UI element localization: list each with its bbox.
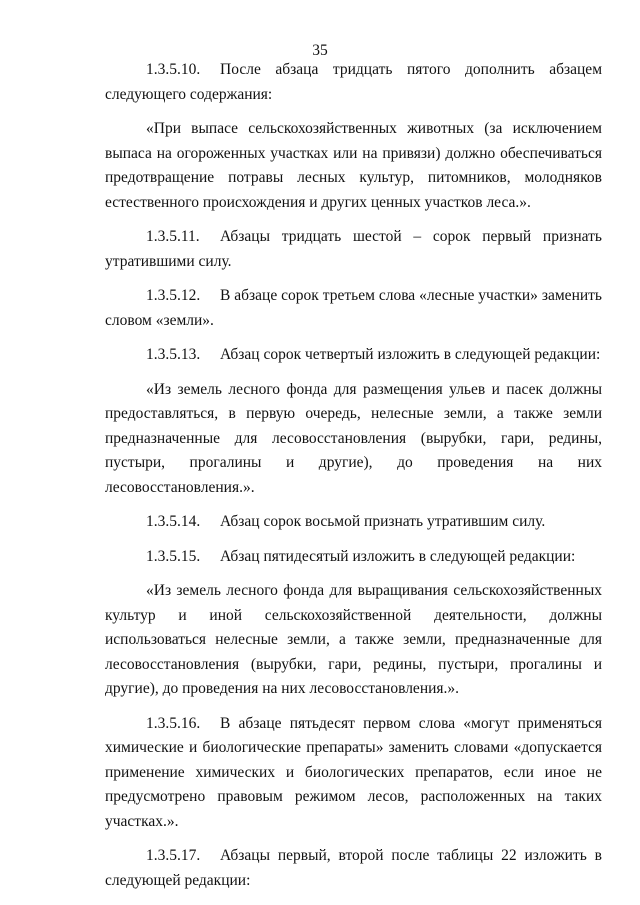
paragraph-text: Абзац сорок четвертый изложить в следующей редакции: xyxy=(220,346,601,363)
paragraph-text: В абзаце сорок третьем слова «лесные участки» заменить словом «земли». xyxy=(105,287,602,329)
paragraph-1-3-5-14 xyxy=(105,510,602,535)
paragraph-text: «При выпасе сельскохозяйственных животных (за исключением выпаса на огороженных участках или на привязи) должно обеспечиваться предотвращение потравы лесных культур, питомников, молодняков естественного происхождения и других ценных участков леса.». xyxy=(105,120,602,211)
paragraph-text: «Из земель лесного фонда для размещения ульев и пасек должны предоставляться, в первую очередь, нелесные земли, а также земли предназначенные для лесовосстановления (вырубки, гари, редины, пустыри, прогалины и другие), до проведения на них лесовосстановления.». xyxy=(105,380,602,496)
paragraph-text: Абзацы тридцать шестой – сорок первый признать утратившими силу. xyxy=(105,228,602,270)
clause-number: 1.3.5.11. xyxy=(146,228,200,245)
paragraph-1-3-5-16 xyxy=(105,712,602,835)
quoted-paragraph xyxy=(105,579,602,702)
paragraph-text: Абзац пятидесятый изложить в следующей редакции: xyxy=(220,547,576,565)
clause-number: 1.3.5.12. xyxy=(146,287,201,304)
document-body xyxy=(105,58,602,903)
paragraph-text: В абзаце пятьдесят первом слова «могут применяться химические и биологические препараты» заменить словами «допускается применение химических и биологических препаратов, если иное не предусмотрено правовым режимом лесов, расположенных на таких участках.». xyxy=(105,714,602,830)
paragraph-text: Абзацы первый, второй после таблицы 22 изложить в следующей редакции: xyxy=(105,847,602,889)
clause-number: 1.3.5.10. xyxy=(146,61,201,78)
paragraph-1-3-5-15 xyxy=(105,545,602,570)
paragraph-1-3-5-10 xyxy=(105,58,602,107)
clause-number: 1.3.5.17. xyxy=(146,847,201,864)
clause-number: 1.3.5.15. xyxy=(146,547,201,565)
paragraph-text: После абзаца тридцать пятого дополнить абзацем следующего содержания: xyxy=(105,61,602,103)
paragraph-text: Абзац сорок восьмой признать утратившим силу. xyxy=(220,513,546,530)
paragraph-1-3-5-17 xyxy=(105,844,602,893)
paragraph-1-3-5-13 xyxy=(105,343,602,368)
paragraph-1-3-5-12 xyxy=(105,284,602,333)
paragraph-text: «Из земель лесного фонда для выращивания сельскохозяйственных культур и иной сельскохозяйственной деятельности, должны использоваться нелесные земли, а также земли, предназначенные для лесовосстановления (вырубки, гари, редины, пустыри, прогалины и другие), до проведения на них лесовосстановления.». xyxy=(105,582,602,697)
page-number: 35 xyxy=(312,42,328,59)
clause-number: 1.3.5.13. xyxy=(146,346,201,363)
clause-number: 1.3.5.14. xyxy=(146,513,201,530)
paragraph-1-3-5-11 xyxy=(105,225,602,274)
quoted-paragraph xyxy=(105,117,602,215)
quoted-paragraph xyxy=(105,378,602,501)
clause-number: 1.3.5.16. xyxy=(146,714,201,732)
